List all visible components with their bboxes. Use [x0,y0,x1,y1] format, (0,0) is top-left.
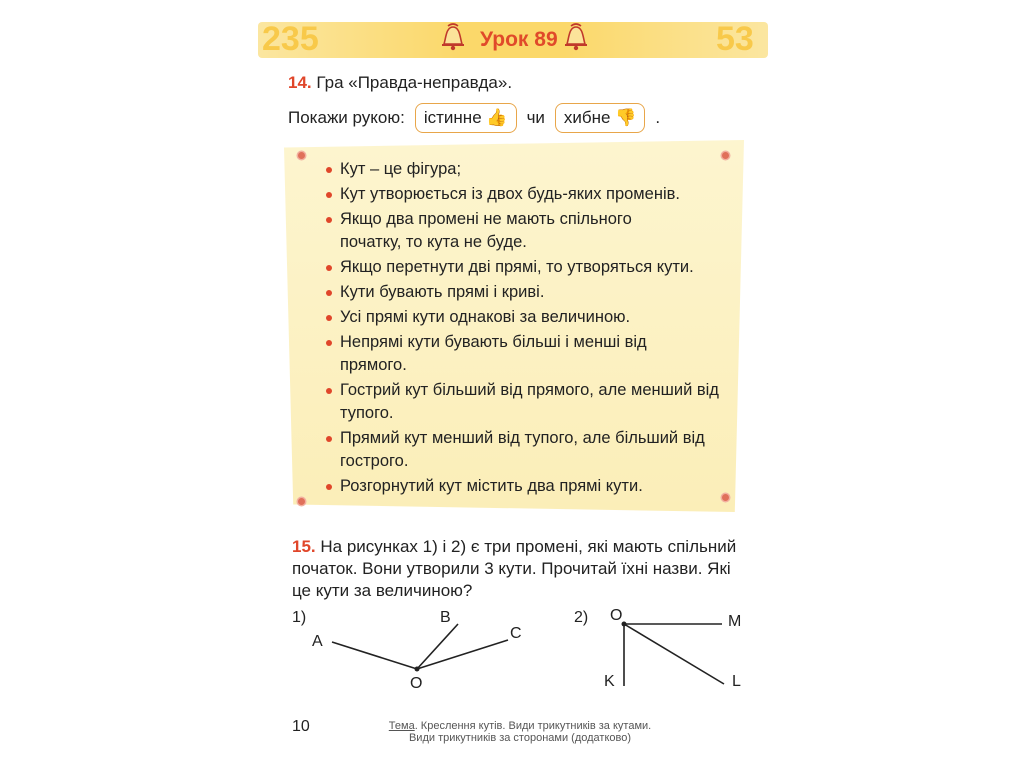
point-label-o: O [410,675,423,692]
thumbs-down-icon: 👎 [615,108,637,127]
topic-line-2: Види трикутників за сторонами (додатково) [408,732,632,744]
page-number: 10 [292,718,310,735]
task-15-line-1: На рисунках 1) і 2) є три промені, які мають спільний [320,537,737,556]
bell-icon [563,22,589,52]
task-14-heading [288,72,512,94]
header-decor-numbers-left: 235 [262,20,319,58]
false-label: хибне [563,108,611,127]
point-label-m: M [728,613,742,630]
bell-icon [440,22,466,52]
task-15-line-2: початок. Вони утворили 3 кути. Прочитай їхні назви. Які [292,559,731,578]
figure-2-rays [622,622,725,687]
point-label-k: K [604,673,615,690]
thumbs-up-icon: 👍 [486,108,508,127]
statements-list [326,158,746,500]
task-15-text-block [292,536,762,602]
figure-1-rays [332,624,508,672]
true-label: істинне [423,108,482,127]
point-label-a: A [312,633,323,650]
topic-word: Тема [388,720,415,732]
page-footer-topic [360,720,680,744]
task-14-instruction: Покажи рукою: [288,108,405,127]
false-answer-pill [555,103,645,133]
task-15-number: 15. [292,537,316,556]
point-label-l: L [732,673,741,690]
statement-item: Якщо перетнути дві прямі, то утворяться кути. [326,256,746,279]
task-14-instruction-row [288,103,660,133]
figure-1-label: 1) [292,609,307,626]
statement-item: Гострий кут більший від прямого, але менший від тупого. [326,379,740,425]
statement-item: Усі прямі кути однакові за величиною. [326,306,746,329]
statement-item: Кут – це фігура; [326,158,746,181]
instruction-period: . [655,108,661,127]
figure-2-label: 2) [574,609,589,626]
task-14-text: Гра «Правда-неправда». [316,73,513,92]
task-15-line-3: це кути за величиною? [292,581,473,600]
task-14-number: 14. [288,73,312,92]
topic-line-1: . Креслення кутів. Види трикутників за кутами. [414,720,652,732]
statement-item: Непрямі кути бувають більші і менші від прямого. [326,331,680,377]
point-label-b: B [440,609,451,626]
point-label-o: O [610,607,623,624]
pin-decoration [298,498,305,505]
true-answer-pill [415,103,517,133]
header-decor-numbers-right: 53 [716,20,754,58]
statement-item: Кути бувають прямі і криві. [326,281,746,304]
lesson-title: Урок 89 [480,28,558,51]
statement-item: Розгорнутий кут містить два прямі кути. [326,475,746,498]
point-label-c: C [510,625,522,642]
statement-item: Якщо два промені не мають спільного початку, то кута не буде. [326,208,670,254]
pin-decoration [298,152,305,159]
statement-item: Прямий кут менший від тупого, але більший від гострого. [326,427,720,473]
statement-item: Кут утворюється із двох будь-яких променів. [326,183,746,206]
angle-figures [286,600,766,700]
or-word: чи [526,108,545,127]
